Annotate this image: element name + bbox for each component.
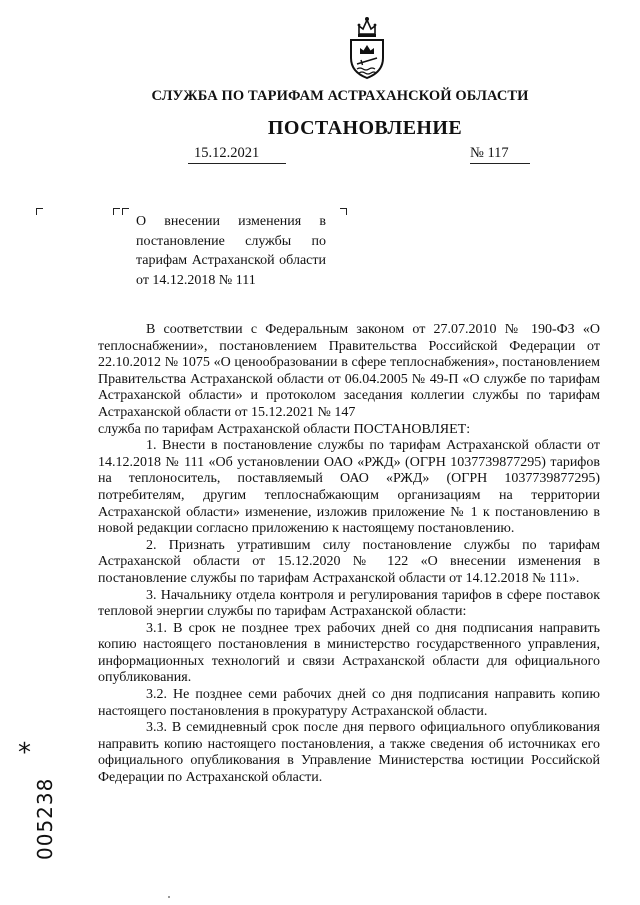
body-paragraph: 2. Признать утратившим силу постановление службы по тарифам Астраханской области от 15.12.2020 № 122 «О внесении изменения в постановление службы по тарифам Астраханской области от 14.12.2018 № 111». — [98, 537, 600, 586]
document-body — [98, 322, 600, 787]
asterisk-mark: * — [18, 738, 31, 768]
body-paragraph: 3.1. В срок не позднее трех рабочих дней со дня подписания направить копию настоящего постановления в министерство государственного управления, информационных технологий и связи Астраханской области для официального опубликования. — [98, 620, 600, 686]
body-paragraph: служба по тарифам Астраханской области ПОСТАНОВЛЯЕТ: — [98, 421, 471, 437]
body-paragraph: 3. Начальнику отдела контроля и регулирования тарифов в сфере поставок тепловой энергии службы по тарифам Астраханской области: — [98, 587, 600, 620]
address-corner-mark — [36, 208, 43, 215]
body-paragraph: В соответствии с Федеральным законом от 27.07.2010 № 190-ФЗ «О теплоснабжении», постановлением Правительства Российской Федерации от 22.10.2012 № 1075 «О ценообразовании в сфере теплоснабжения», постановлением Правительства Астраханской области от 06.04.2005 № 49-П «О службе по тарифам Астраханской области» и протоколом заседания коллегии службы по тарифам Астраханской области от 15.12.2021 № 147 — [98, 322, 600, 420]
document-number: № 117 — [470, 145, 530, 164]
organization-title: СЛУЖБА ПО ТАРИФАМ АСТРАХАНСКОЙ ОБЛАСТИ — [151, 88, 529, 104]
subject-corner-mark — [122, 208, 129, 215]
margin-registration-stamp — [2, 740, 62, 900]
document-subject: О внесении изменения в постановление службы по тарифам Астраханской области от 14.12.2018 № 111 — [136, 214, 326, 288]
body-paragraph: 1. Внести в постановление службы по тарифам Астраханской области от 14.12.2018 № 111 «Об установлении ОАО «РЖД» (ОГРН 1037739877295) тарифов на теплоноситель, поставляемый ОАО «РЖД» (ОГРН 1037739877295) потребителям, другим теплоснабжающим организациям на территории Астраханской области» изменение, изложив приложение № 1 к постановлению в новой редакции согласно приложению к настоящему постановлению. — [98, 438, 600, 537]
body-paragraph: 3.2. Не позднее семи рабочих дней со дня подписания направить копию настоящего постановления в прокуратуру Астраханской области. — [98, 687, 600, 719]
body-paragraph: 3.3. В семидневный срок после дня первого официального опубликования направить копию настоящего постановления, а также сведения об источниках его официального опубликования в Управление Министерства юстиции Российской Федерации по Астраханской области. — [98, 720, 600, 786]
coat-of-arms-icon — [345, 12, 389, 80]
scan-artifact — [168, 896, 170, 898]
serial-number: 005238 — [33, 777, 57, 860]
document-date: 15.12.2021 — [188, 145, 286, 164]
document-type-heading: ПОСТАНОВЛЕНИЕ — [267, 117, 463, 139]
subject-corner-mark-right — [340, 208, 347, 215]
subject-corner-mark — [113, 208, 120, 215]
